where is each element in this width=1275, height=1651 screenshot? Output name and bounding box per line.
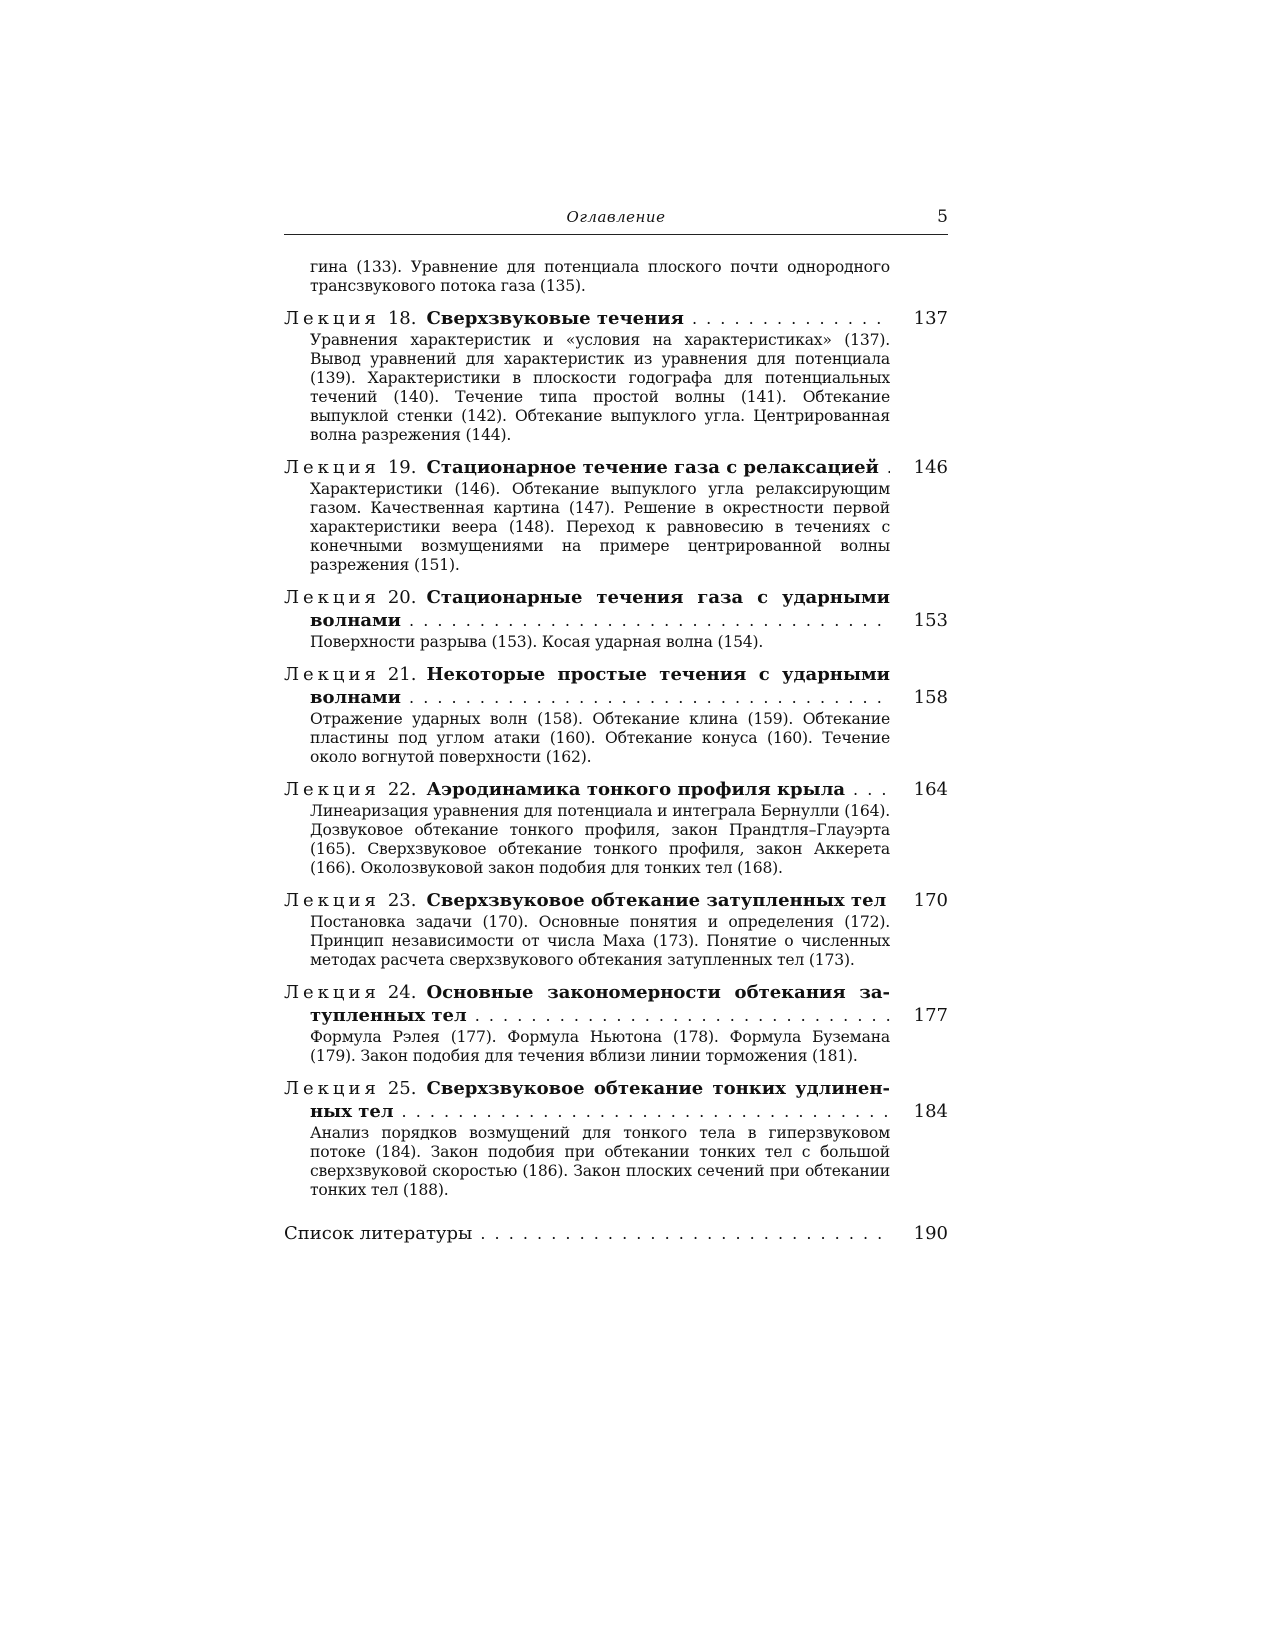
header-page-number: 5 [937, 207, 948, 227]
lecture-number: 22. [387, 779, 417, 800]
lecture-title: Аэродинамика тонкого профиля крыла [426, 779, 846, 800]
lecture-heading [284, 778, 948, 801]
toc-entry[interactable] [284, 889, 948, 970]
lecture-title: Стационарные течения газа с ударными [426, 587, 890, 608]
lecture-title: Некоторые простые течения с ударными [426, 664, 890, 685]
lecture-label: Лекция [284, 890, 380, 911]
lecture-description: Поверхности разрыва (153). Косая ударная волна (154). [310, 633, 764, 651]
lecture-title: Основные закономерности обтекания за- [426, 982, 890, 1003]
lecture-heading [284, 1077, 948, 1123]
toc-entry[interactable] [284, 586, 948, 652]
lecture-page-number: 170 [913, 890, 948, 911]
lecture-page-number: 158 [913, 687, 948, 708]
lecture-label: Лекция [284, 308, 380, 329]
toc-entries [284, 307, 948, 1200]
toc-entry[interactable] [284, 1077, 948, 1200]
toc-entry[interactable] [284, 663, 948, 767]
lecture-title-continued: ных тел [310, 1101, 394, 1122]
lecture-number: 19. [387, 457, 417, 478]
running-header [284, 206, 948, 235]
leader-dots [480, 1222, 890, 1245]
lecture-heading [284, 663, 948, 709]
lecture-description: Линеаризация уравнения для потенциала и интеграла Бернулли (164). Дозвуковое обтекание тонкого профиля, закон Прандтля–Глауэрта (165). Сверхзвуковое обтекание тонкого профиля, закон Аккерета (166). Околозвуковой закон подобия для тонких тел (168). [310, 802, 890, 877]
lecture-number: 18. [387, 308, 417, 329]
toc-entry[interactable] [284, 981, 948, 1066]
lecture-page-number: 137 [913, 308, 948, 329]
leader-dots [853, 778, 890, 801]
lecture-page-number: 153 [913, 610, 948, 631]
lecture-label: Лекция [284, 457, 380, 478]
lecture-label: Лекция [284, 779, 380, 800]
lecture-label: Лекция [284, 587, 380, 608]
toc-entry[interactable] [284, 456, 948, 575]
toc-entry[interactable] [284, 778, 948, 878]
lecture-number: 24. [387, 982, 417, 1003]
lecture-title: Сверхзвуковое обтекание затупленных тел [426, 890, 887, 911]
lecture-label: Лекция [284, 1078, 380, 1099]
lecture-title: Сверхзвуковые течения [426, 308, 684, 329]
lecture-description: Уравнения характеристик и «условия на характеристиках» (137). Вывод уравнений для характеристик из уравнения для потенциала (139). Характеристики в плоскости годографа для потенциальных течений (140). Течение типа простой волны (141). Обтекание выпуклой стенки (142). Обтекание выпуклого угла. Центрированная волна разрежения (144). [310, 331, 890, 444]
lecture-label: Лекция [284, 664, 380, 685]
lecture-description: Постановка задачи (170). Основные понятия и определения (172). Принцип независимости от числа Маха (173). Понятие о численных методах расчета сверхзвукового обтекания затупленных тел (173). [310, 913, 890, 969]
table-of-contents [284, 258, 948, 1245]
lecture-heading [284, 307, 948, 330]
lecture-title-continued: волнами [310, 687, 402, 708]
lecture-title: Стационарное течение газа с релаксацией [426, 457, 879, 478]
lecture-title: Сверхзвуковое обтекание тонких удлинен- [426, 1078, 890, 1099]
lecture-label: Лекция [284, 982, 380, 1003]
lecture-title-continued: волнами [310, 610, 402, 631]
leader-dots [692, 307, 890, 330]
bibliography-entry[interactable] [284, 1222, 948, 1245]
leader-dots [402, 1100, 890, 1123]
lecture-page-number: 184 [913, 1101, 948, 1122]
leader-dots [887, 456, 890, 479]
lecture-number: 25. [387, 1078, 417, 1099]
lecture-number: 20. [387, 587, 417, 608]
lecture-description: Формула Рэлея (177). Формула Ньютона (178). Формула Буземана (179). Закон подобия для течения вблизи линии торможения (181). [310, 1028, 890, 1065]
lecture-page-number: 146 [913, 457, 948, 478]
lecture-heading [284, 456, 948, 479]
lecture-title-continued: тупленных тел [310, 1005, 467, 1026]
lecture-number: 21. [387, 664, 417, 685]
lecture-heading [284, 889, 948, 912]
leader-dots [409, 609, 890, 632]
lecture-heading [284, 586, 948, 632]
leader-dots [409, 686, 890, 709]
header-title: Оглавление [566, 208, 666, 226]
intro-text: гина (133). Уравнение для потенциала плоского почти однородного трансзвукового потока газа (135). [310, 258, 890, 295]
lecture-description: Анализ порядков возмущений для тонкого тела в гиперзвуковом потоке (184). Закон подобия при обтекании тонких тел с большой сверхзвуковой скоростью (186). Закон плоских сечений при обтекании тонких тел (188). [310, 1124, 890, 1199]
toc-entry[interactable] [284, 307, 948, 445]
lecture-page-number: 177 [913, 1005, 948, 1026]
bibliography-page: 190 [913, 1223, 948, 1244]
lecture-description: Характеристики (146). Обтекание выпуклого угла релаксирующим газом. Качественная картина (147). Решение в окрестности первой характеристики веера (148). Переход к равновесию в течениях с конечными возмущениями на примере центрированной волны разрежения (151). [310, 480, 890, 574]
lecture-heading [284, 981, 948, 1027]
lecture-number: 23. [387, 890, 417, 911]
bibliography-label: Список литературы [284, 1223, 473, 1244]
lecture-page-number: 164 [913, 779, 948, 800]
leader-dots [475, 1004, 890, 1027]
lecture-description: Отражение ударных волн (158). Обтекание клина (159). Обтекание пластины под углом атаки (160). Обтекание конуса (160). Течение около вогнутой поверхности (162). [310, 710, 890, 766]
